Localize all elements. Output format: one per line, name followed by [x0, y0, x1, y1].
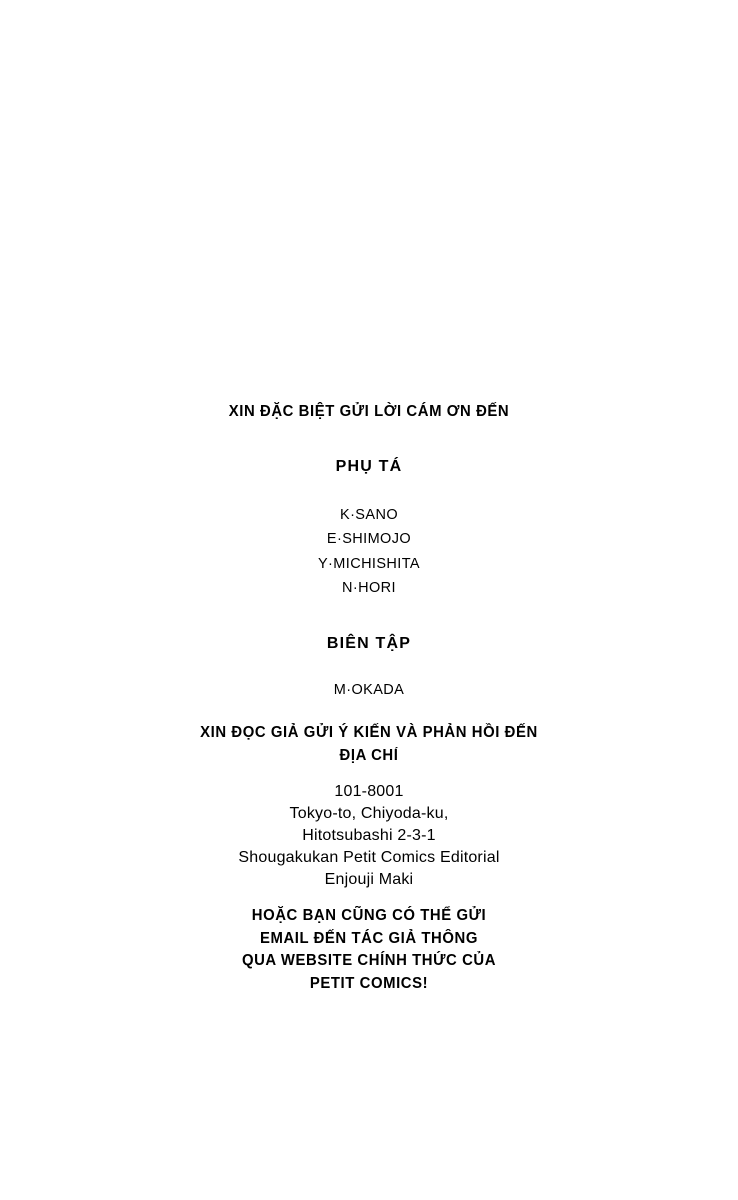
editor-heading: BIÊN TẬP	[326, 634, 412, 652]
feedback-heading-line-2: ĐỊA CHỈ	[339, 746, 399, 764]
editor-name: M·OKADA	[333, 681, 405, 698]
feedback-heading	[0, 725, 738, 763]
spacer-1	[0, 427, 738, 459]
assistant-name: E·SHIMOJO	[326, 531, 412, 547]
address-line: Hitotsubashi 2-3-1	[302, 827, 436, 844]
spacer-7	[0, 894, 738, 908]
thanks-heading: XIN ĐẶC BIỆT GỬI LỜI CÁM ƠN ĐẾN	[228, 403, 510, 420]
assistants-list	[0, 508, 738, 596]
address-line: 101-8001	[334, 783, 404, 800]
spacer-4	[0, 659, 738, 683]
message-line: PETIT COMICS!	[309, 974, 429, 992]
spacer-6	[0, 770, 738, 784]
message-line: QUA WEBSITE CHÍNH THỨC CỦA	[241, 952, 497, 969]
message-block	[0, 908, 738, 991]
message-line: EMAIL ĐẾN TÁC GIẢ THÔNG	[259, 929, 478, 947]
spacer-5	[0, 707, 738, 725]
assistant-name: Y·MICHISHITA	[317, 555, 420, 572]
editor-list	[0, 683, 738, 698]
spacer-2	[0, 482, 738, 508]
address-line: Enjouji Maki	[324, 871, 414, 888]
address-block	[0, 784, 738, 888]
address-line: Tokyo-to, Chiyoda-ku,	[289, 805, 449, 822]
address-line: Shougakukan Petit Comics Editorial	[238, 849, 500, 866]
credits-block	[0, 404, 738, 998]
spacer-3	[0, 606, 738, 636]
thanks-section	[0, 404, 738, 420]
assistant-name: N·HORI	[342, 580, 396, 596]
assistant-name: K·SANO	[340, 506, 398, 523]
feedback-heading-line-1: XIN ĐỌC GIẢ GỬI Ý KIẾN VÀ PHẢN HỒI ĐẾN	[200, 724, 538, 741]
message-line: HOẶC BẠN CŨNG CÓ THỂ GỬI	[251, 907, 487, 924]
assistants-section-heading	[0, 459, 738, 475]
editor-section-heading	[0, 636, 738, 652]
assistants-heading: PHỤ TÁ	[335, 457, 403, 475]
